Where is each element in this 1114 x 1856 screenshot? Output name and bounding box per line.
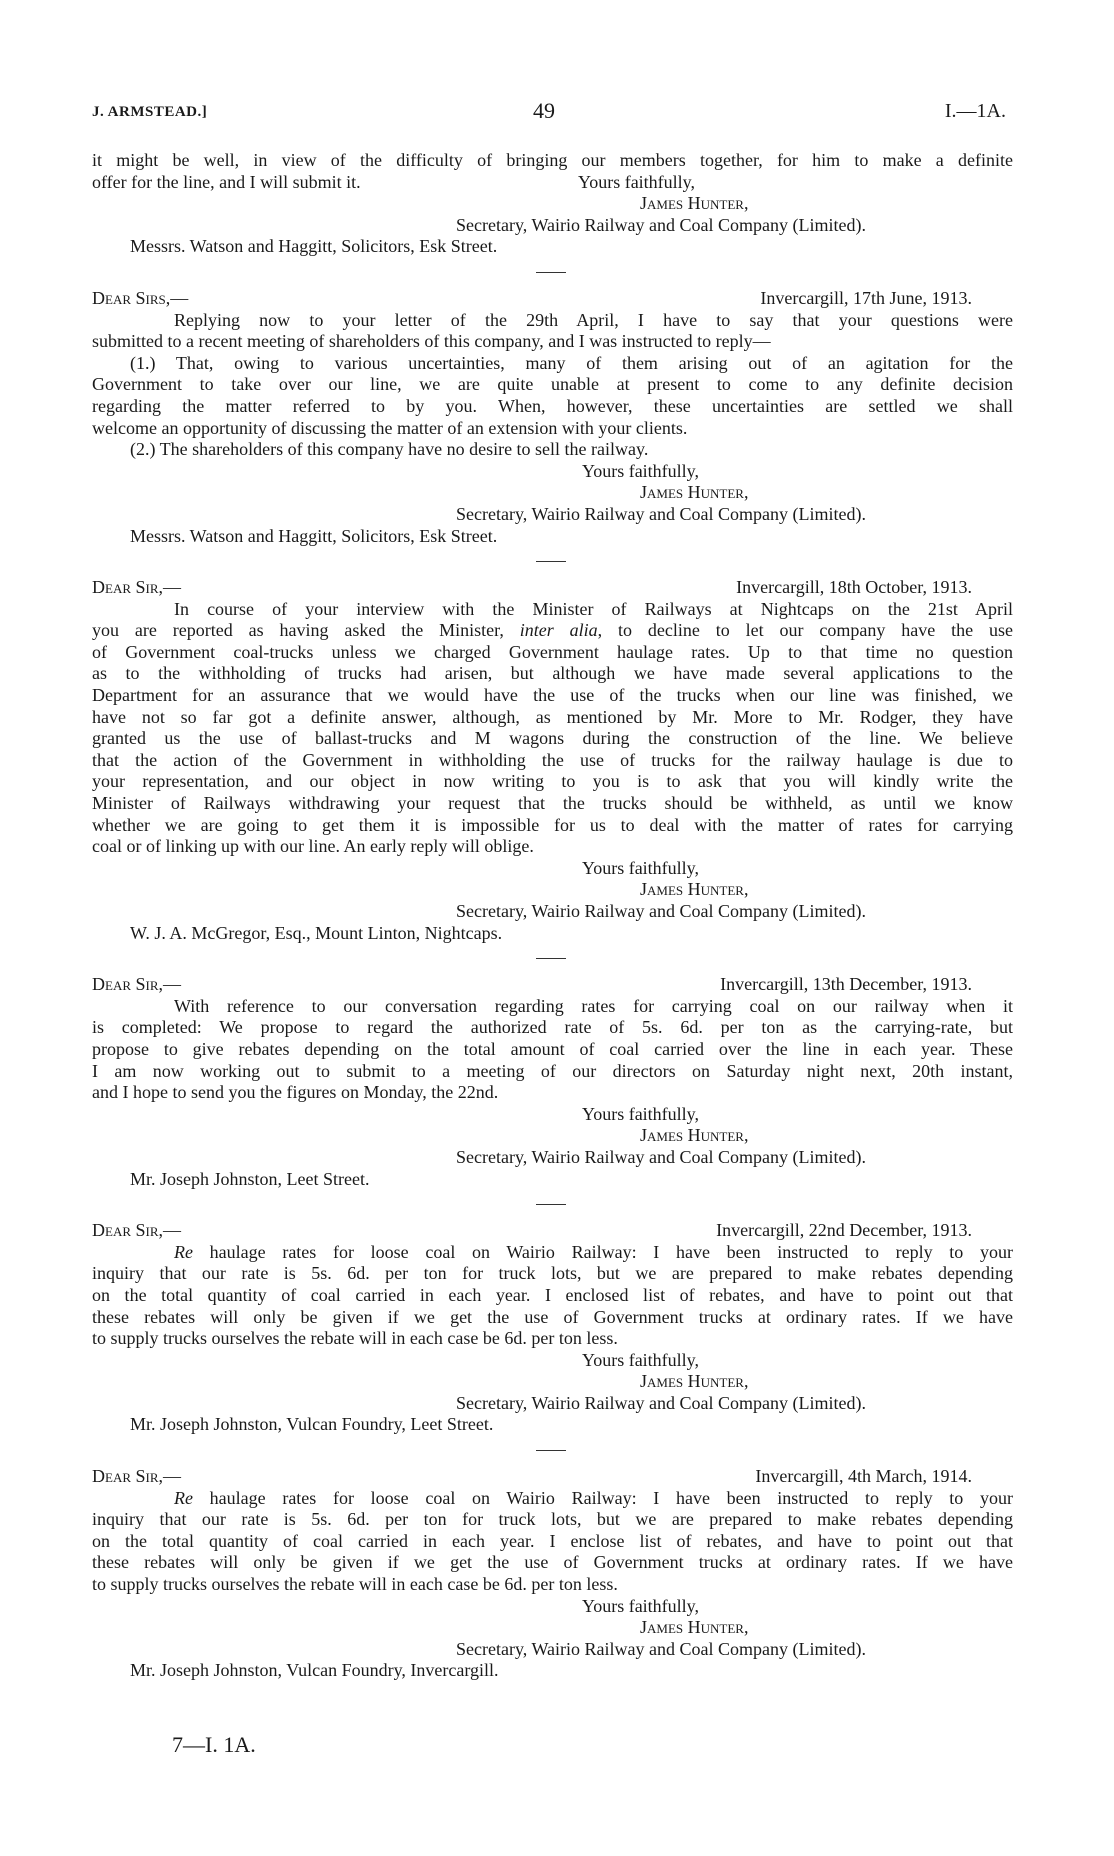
addressee: W. J. A. McGregor, Esq., Mount Linton, Nightcaps. [130,922,503,943]
signatory-title: Secretary, Wairio Railway and Coal Company (Limited). [456,901,866,921]
text-line: on the total quantity of coal carried in each year. I enclosed list of rebates, and have to point out that [92,1284,1013,1305]
signatory-name: James Hunter, [640,193,749,214]
text-line: to supply trucks ourselves the rebate will in each case be 6d. per ton less. [92,1574,618,1595]
signatory-name: James Hunter, [640,482,749,503]
text-line: coal or of linking up with our line. An early reply will oblige. [92,836,534,857]
text-line: as to the withholding of trucks had arisen, but although we have made several applications to the [92,663,1013,684]
text-line: these rebates will only be given if we get the use of Government trucks at ordinary rates. If we have [92,1306,1013,1327]
salutation-row [92,288,1013,310]
place-date: Invercargill, 22nd December, 1913. [716,1220,972,1241]
running-head-author: J. ARMSTEAD.] [92,104,208,120]
salutation: Dear Sir,— [92,974,182,995]
text-line: I am now working out to submit to a meeting of our directors on Saturday night next, 20th instant, [92,1060,1013,1081]
signatory-title: Secretary, Wairio Railway and Coal Company (Limited). [456,503,866,524]
text-line: inquiry that our rate is 5s. 6d. per ton for truck lots, but we are prepared to make rebates depending [92,1509,1013,1530]
addressee: Mr. Joseph Johnston, Vulcan Foundry, Leet Street. [130,1414,494,1435]
letter [92,150,1013,258]
text-line: whether we are going to get them it is impossible for us to deal with the matter of rates for carrying [92,814,1013,835]
text-line [92,1242,1013,1264]
addressee: Mr. Joseph Johnston, Vulcan Foundry, Invercargill. [130,1660,499,1681]
signatory-name: James Hunter, [640,1125,749,1146]
letter-divider [92,547,1013,577]
italic-phrase: Re [174,1487,193,1508]
signatory-title: Secretary, Wairio Railway and Coal Company (Limited). [456,1146,866,1167]
text-segment: haulage rates for loose coal on Wairio Railway: I have been instructed to reply to your [192,1241,1013,1262]
salutation: Dear Sir,— [92,1466,182,1487]
place-date: Invercargill, 18th October, 1913. [736,577,972,598]
signatory-title: Secretary, Wairio Railway and Coal Company (Limited). [456,1638,866,1659]
text-line: these rebates will only be given if we get the use of Government trucks at ordinary rates. If we have [92,1552,1013,1573]
text-line: it might be well, in view of the difficulty of bringing our members together, for him to make a definite [92,150,1013,170]
text-line: that the action of the Government in withholding the use of trucks for the railway haulage is due to [92,749,1013,770]
letter-divider [92,258,1013,288]
salutation: Dear Sir,— [92,577,182,598]
signatory-name: James Hunter, [640,879,749,900]
printer-signature-mark: 7—I. 1A. [172,1732,256,1757]
letter [92,1466,1013,1682]
closing: Yours faithfully, [578,171,696,192]
text-segment: you are reported as having asked the Minister, [92,620,520,641]
closing: Yours faithfully, [582,1349,700,1370]
closing: Yours faithfully, [582,460,700,481]
text-line: Government to take over our line, we are quite unable at present to come to any definite decision [92,374,1013,395]
text-line: granted us the use of ballast-trucks and M wagons during the construction of the line. We believe [92,728,1013,749]
letter [92,288,1013,547]
text-line: (1.) That, owing to various uncertainties, many of them arising out of an agitation for the [130,352,1013,373]
paragraph [92,1488,1013,1596]
salutation: Dear Sirs,— [92,287,189,308]
text-line: regarding the matter referred to by you. When, however, these uncertainties are settled we shall [92,395,1013,416]
letter-divider [92,944,1013,974]
letter-divider [92,1436,1013,1466]
salutation-row [92,974,1013,996]
closing: Yours faithfully, [582,1103,700,1124]
signatory-title: Secretary, Wairio Railway and Coal Company (Limited). [456,214,866,235]
letters-body [92,150,1013,1682]
salutation-row [92,1220,1013,1242]
letter [92,974,1013,1190]
letter-divider [92,1190,1013,1220]
text-segment: , to decline to let our company have the use [597,620,1013,641]
place-date: Invercargill, 13th December, 1913. [720,974,972,995]
text-line: (2.) The shareholders of this company have no desire to sell the railway. [130,439,649,460]
paragraph [92,439,1013,461]
text-line: submitted to a recent meeting of shareholders of this company, and I was instructed to reply— [92,331,771,352]
paragraph [92,310,1013,353]
signatory-name: James Hunter, [640,1617,749,1638]
letter [92,577,1013,944]
text-line: Department for an assurance that we would have the use of the trucks when our line was finished, we [92,685,1013,706]
letter [92,1220,1013,1436]
signatory-title: Secretary, Wairio Railway and Coal Company (Limited). [456,1392,866,1413]
text-line: propose to give rebates depending on the total amount of coal carried over the line in each year. These [92,1038,1013,1059]
text-line [92,620,1013,642]
paragraph [92,353,1013,439]
paragraph [92,1242,1013,1350]
text-line: Minister of Railways withdrawing your request that the trucks should be withheld, as until we know [92,793,1013,814]
italic-phrase: inter alia [519,620,598,641]
text-line: of Government coal-trucks unless we charged Government haulage rates. Up to that time no question [92,641,1013,662]
place-date: Invercargill, 17th June, 1913. [760,287,972,308]
addressee: Messrs. Watson and Haggitt, Solicitors, Esk Street. [130,236,498,257]
closing: Yours faithfully, [582,1595,700,1616]
paragraph [92,599,1013,858]
text-line: offer for the line, and I will submit it. [92,171,361,192]
page-number: 49 [533,98,555,123]
salutation-row [92,577,1013,599]
italic-phrase: Re [174,1241,193,1262]
text-line: your representation, and our object in now writing to you is to ask that you will kindly write the [92,771,1013,792]
text-line [92,1488,1013,1510]
salutation-row [92,1466,1013,1488]
place-date: Invercargill, 4th March, 1914. [755,1466,972,1487]
text-line: and I hope to send you the figures on Monday, the 22nd. [92,1082,499,1103]
text-line: have not so far got a definite answer, although, as mentioned by Mr. More to Mr. Rodger, they have [92,706,1013,727]
text-line: inquiry that our rate is 5s. 6d. per ton for truck lots, but we are prepared to make rebates depending [92,1263,1013,1284]
document-reference: I.—1A. [944,100,1006,122]
text-line: In course of your interview with the Minister of Railways at Nightcaps on the 21st April [174,598,1013,619]
closing: Yours faithfully, [582,857,700,878]
salutation: Dear Sir,— [92,1220,182,1241]
paragraph [92,996,1013,1104]
signatory-name: James Hunter, [640,1371,749,1392]
addressee: Mr. Joseph Johnston, Leet Street. [130,1168,370,1189]
text-segment: haulage rates for loose coal on Wairio Railway: I have been instructed to reply to your [192,1487,1013,1508]
addressee: Messrs. Watson and Haggitt, Solicitors, Esk Street. [130,525,498,546]
text-line: welcome an opportunity of discussing the matter of an extension with your clients. [92,417,688,438]
text-line: is completed: We propose to regard the authorized rate of 5s. 6d. per ton as the carrying-rate, but [92,1017,1013,1038]
text-line: on the total quantity of coal carried in each year. I enclose list of rebates, and have to point out that [92,1530,1013,1551]
text-line: With reference to our conversation regarding rates for carrying coal on our railway when it [174,995,1013,1016]
text-line: Replying now to your letter of the 29th April, I have to say that your questions were [174,309,1013,330]
text-line: to supply trucks ourselves the rebate will in each case be 6d. per ton less. [92,1328,618,1349]
